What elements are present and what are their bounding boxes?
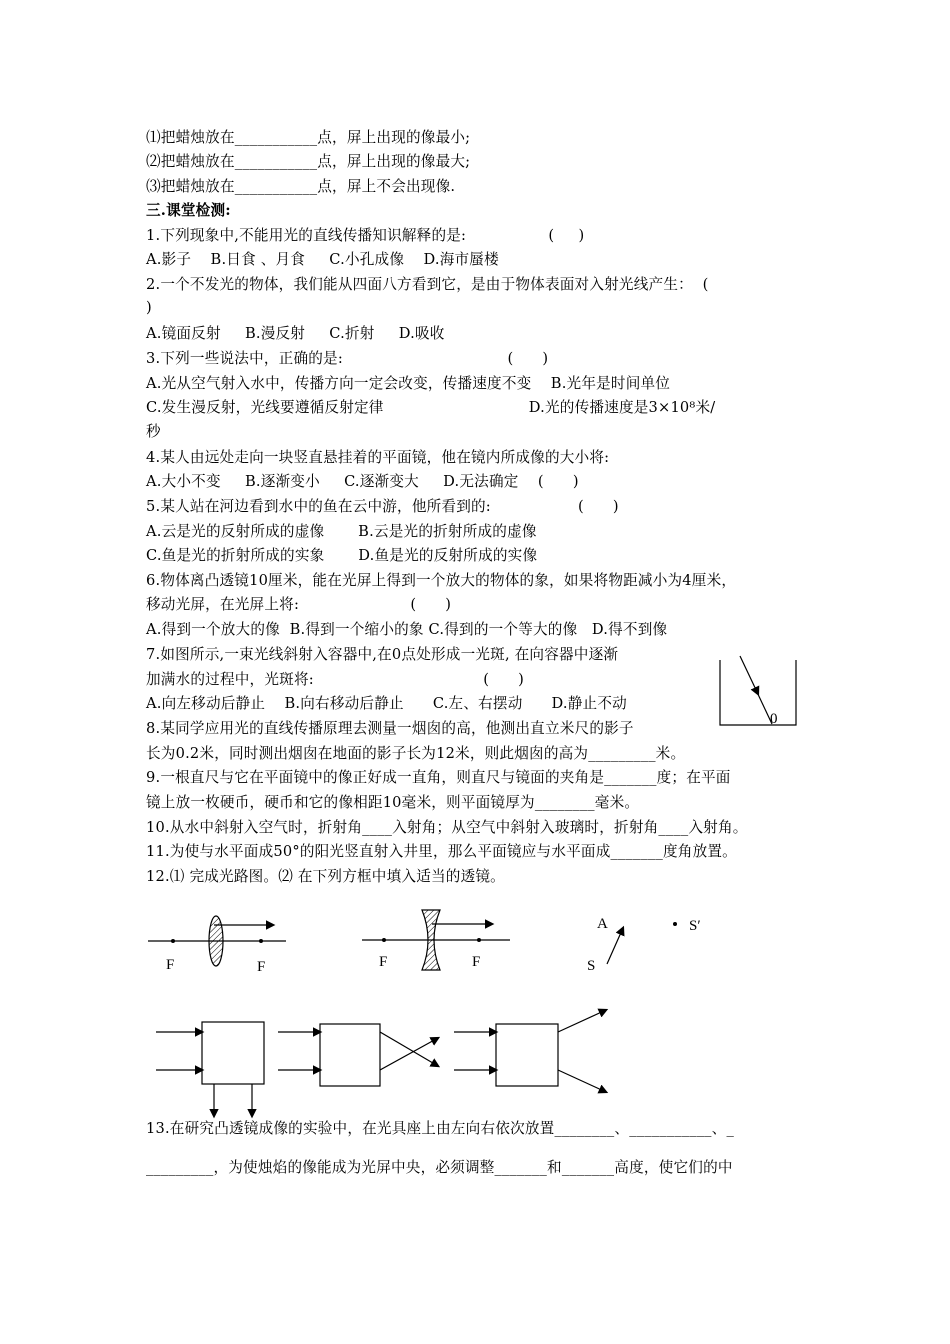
q-sub1-line: ⑴把蜡烛放在___________点，屏上出现的像最小; [146,129,471,146]
q7-options: A.向左移动后静止 B.向右移动后静止 C.左、右摆动 D.静止不动 [146,695,627,712]
concave-lens-diagram [362,908,512,974]
lens-box-diagram-3 [452,1004,612,1100]
q3-option-cd-cont: 秒 [146,423,161,440]
mirror-point-diagram [585,908,715,976]
q11-line: 11.为使与水平面成50°的阳光竖直射入井里，那么平面镜应与水平面成_______度角放置。 [146,843,737,860]
label-f-left: F [166,957,175,973]
q9-line: 9.一根直尺与它在平面镜中的像正好成一直角，则直尺与镜面的夹角是_______度；在平面 [146,769,731,786]
q7-line-cont: 加满水的过程中，光斑将: ( ) [146,671,525,688]
section-heading: 三.课堂检测: [146,202,231,219]
q2-line-cont: ) [146,299,152,316]
q13-line: 13.在研究凸透镜成像的实验中，在光具座上由左向右依次放置________、___________、_ [146,1120,734,1137]
label-s: S [587,958,596,974]
q1-options: A.影子 B.日食 、月食 C.小孔成像 D.海市蜃楼 [146,251,499,268]
q4-options: A.大小不变 B.逐渐变小 C.逐渐变大 D.无法确定 ( ) [146,473,579,490]
convex-lens-diagram [148,915,288,977]
lens-box-diagram-1 [152,1018,270,1118]
label-f-right-2: F [472,954,481,970]
q6-line: 6.物体离凸透镜10厘米，能在光屏上得到一个放大的物体的象，如果将物距减小为4厘米， [146,572,737,589]
label-f-left-2: F [379,954,388,970]
q3-option-ab: A.光从空气射入水中，传播方向一定会改变，传播速度不变 B.光年是时间单位 [146,375,671,392]
blank-box-3 [496,1024,558,1086]
label-s-prime: S′ [689,918,701,934]
q6-options: A.得到一个放大的像 B.得到一个缩小的象 C.得到的一个等大的像 D.得不到像 [146,621,668,638]
blank-box-1 [202,1022,264,1084]
label-a: A [597,916,608,932]
container-figure [718,652,800,728]
q2-options: A.镜面反射 B.漫反射 C.折射 D.吸收 [146,325,445,342]
q5-option-cd: C.鱼是光的折射所成的实象 D.鱼是光的反射所成的实像 [146,547,538,564]
label-f-right: F [257,959,266,975]
q-sub2-line: ⑵把蜡烛放在___________点，屏上出现的像最大; [146,153,471,170]
q3-option-cd: C.发生漫反射，光线要遵循反射定律 D.光的传播速度是3×10⁸米/ [146,399,716,416]
q8-line-cont: 长为0.2米，同时测出烟囱在地面的影子长为12米，则此烟囱的高为_________米。 [146,745,686,762]
q3-line: 3.下列一些说法中，正确的是: ( ) [146,350,549,367]
q6-line-cont: 移动光屏，在光屏上将: ( ) [146,596,452,613]
label-o: 0 [770,711,778,727]
q12-line: 12.⑴ 完成光路图。⑵ 在下列方框中填入适当的透镜。 [146,868,505,885]
convex-lens [209,916,223,966]
q5-line: 5.某人站在河边看到水中的鱼在云中游，他所看到的: ( ) [146,498,619,515]
q9-line-cont: 镜上放一枚硬币，硬币和它的像相距10毫米，则平面镜厚为________毫米。 [146,794,640,811]
lens-box-diagram-2 [276,1018,442,1098]
q5-option-ab: A.云是光的反射所成的虚像 B.云是光的折射所成的虚像 [146,523,537,540]
q10-line: 10.从水中斜射入空气时，折射角____入射角；从空气中斜射入玻璃时，折射角____入射角。 [146,819,748,836]
q2-line: 2.一个不发光的物体，我们能从四面八方看到它，是由于物体表面对入射光线产生： ( [146,276,709,293]
q7-line: 7.如图所示,一束光线斜射入容器中,在0点处形成一光斑, 在向容器中逐渐 [146,646,619,663]
blank-box-2 [320,1024,380,1086]
q-sub3-line: ⑶把蜡烛放在___________点，屏上不会出现像. [146,178,456,195]
q1-line: 1.下列现象中,不能用光的直线传播知识解释的是: ( ) [146,227,585,244]
q13-line-cont: _________，为使烛焰的像能成为光屏中央，必须调整_______和_______高度，使它们的中 [146,1159,733,1176]
q4-line: 4.某人由远处走向一块竖直悬挂着的平面镜，他在镜内所成像的大小将: [146,449,610,466]
q8-line: 8.某同学应用光的直线传播原理去测量一烟囱的高，他测出直立米尺的影子 [146,720,634,737]
